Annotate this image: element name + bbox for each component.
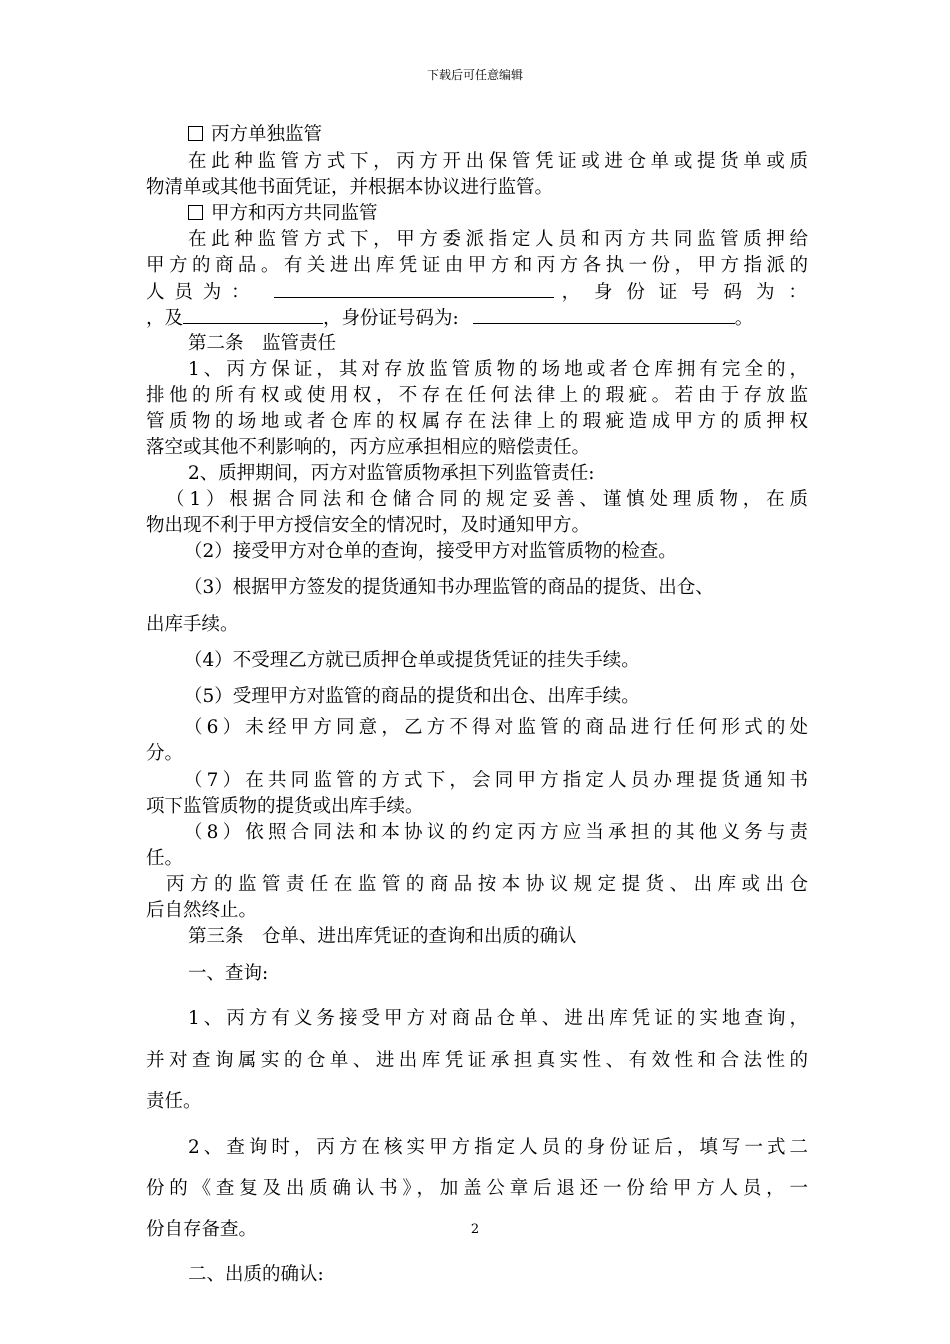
page-number: 2 <box>470 1222 480 1237</box>
paragraph-line: 2、查询时，丙方在核实甲方指定人员的身份证后，填写一式二 <box>188 1137 808 1158</box>
list-item-continued: 物出现不利于甲方授信安全的情况时，及时通知甲方。 <box>146 515 591 536</box>
second-appointee-line: ，及 ，身份证号码为: 。 <box>146 305 808 331</box>
paragraph-line: 落空或其他不利影响的，丙方应承担相应的赔偿责任。 <box>146 437 591 458</box>
list-item: （7）在共同监管的方式下，会同甲方指定人员办理提货通知书 <box>184 770 808 791</box>
list-item-continued: 任。 <box>146 848 184 869</box>
paragraph-line: 在此种监管方式下，丙方开出保管凭证或进仓单或提货单或质 <box>188 151 808 172</box>
list-item: （8）依照合同法和本协议的约定丙方应当承担的其他义务与责 <box>184 822 808 843</box>
option-line-joint: 甲方和丙方共同监管 <box>146 201 808 227</box>
option-line-bing-only: 丙方单独监管 <box>146 122 808 148</box>
list-item-continued: 出库手续。 <box>146 614 239 635</box>
section-heading: 第二条 监管责任 <box>188 333 337 354</box>
paragraph-line: 份自存备查。 <box>146 1219 258 1240</box>
page-header: 下载后可任意编辑 <box>426 68 523 82</box>
paragraph-line: 2、质押期间，丙方对监管质物承担下列监管责任: <box>188 463 595 484</box>
checkbox-icon[interactable] <box>188 126 203 141</box>
subsection-heading: 二、出质的确认: <box>188 1264 324 1285</box>
list-item: （5）受理甲方对监管的商品的提货和出仓、出库手续。 <box>184 686 640 707</box>
paragraph-line: 并对查询属实的仓单、进出库凭证承担真实性、有效性和合法性的 <box>146 1050 808 1071</box>
list-item: （6）未经甲方同意，乙方不得对监管的商品进行任何形式的处 <box>184 717 808 738</box>
list-item: （2）接受甲方对仓单的查询，接受甲方对监管质物的检查。 <box>184 541 677 562</box>
second-appointee-name-blank[interactable] <box>183 305 323 324</box>
paragraph-line: 份的《查复及出质确认书》，加盖公章后退还一份给甲方人员，一 <box>146 1178 808 1199</box>
id-number-blank[interactable] <box>473 305 735 324</box>
section-heading: 第三条 仓单、进出库凭证的查询和出质的确认 <box>188 926 577 947</box>
paragraph-line: 1、丙方有义务接受甲方对商品仓单、进出库凭证的实地查询， <box>188 1008 808 1029</box>
list-item: （1）根据合同法和仓储合同的规定妥善、谨慎处理质物，在质 <box>166 489 808 510</box>
list-item-continued: 项下监管质物的提货或出库手续。 <box>146 796 424 817</box>
paragraph-line: 管质物的场地或者仓库的权属存在法律上的瑕疵造成甲方的质押权 <box>146 411 808 432</box>
list-item: （4）不受理乙方就已质押仓单或提货凭证的挂失手续。 <box>184 650 640 671</box>
subsection-heading: 一、查询: <box>188 963 269 984</box>
appointee-line: 人 员 为 ： ， 身 份 证 号 码 为 ： <box>146 279 808 305</box>
appointee-name-blank[interactable] <box>274 279 554 298</box>
paragraph-line: 责任。 <box>146 1091 202 1112</box>
paragraph-line: 1、丙方保证，其对存放监管质物的场地或者仓库拥有完全的， <box>188 359 808 380</box>
paragraph-line: 在此种监管方式下，甲方委派指定人员和丙方共同监管质押给 <box>188 229 808 250</box>
list-item-continued: 分。 <box>146 743 184 764</box>
checkbox-icon[interactable] <box>188 205 203 220</box>
list-item: （3）根据甲方签发的提货通知书办理监管的商品的提货、出仓、 <box>184 577 714 598</box>
paragraph-line: 后自然终止。 <box>146 900 258 921</box>
paragraph-line: 排他的所有权或使用权，不存在任何法律上的瑕疵。若由于存放监 <box>146 385 808 406</box>
paragraph-line: 甲方的商品。有关进出库凭证由甲方和丙方各执一份，甲方指派的 <box>146 255 808 276</box>
paragraph-line: 物清单或其他书面凭证，并根据本协议进行监管。 <box>146 177 554 198</box>
paragraph-line: 丙方的监管责任在监管的商品按本协议规定提货、出库或出仓 <box>166 874 808 895</box>
